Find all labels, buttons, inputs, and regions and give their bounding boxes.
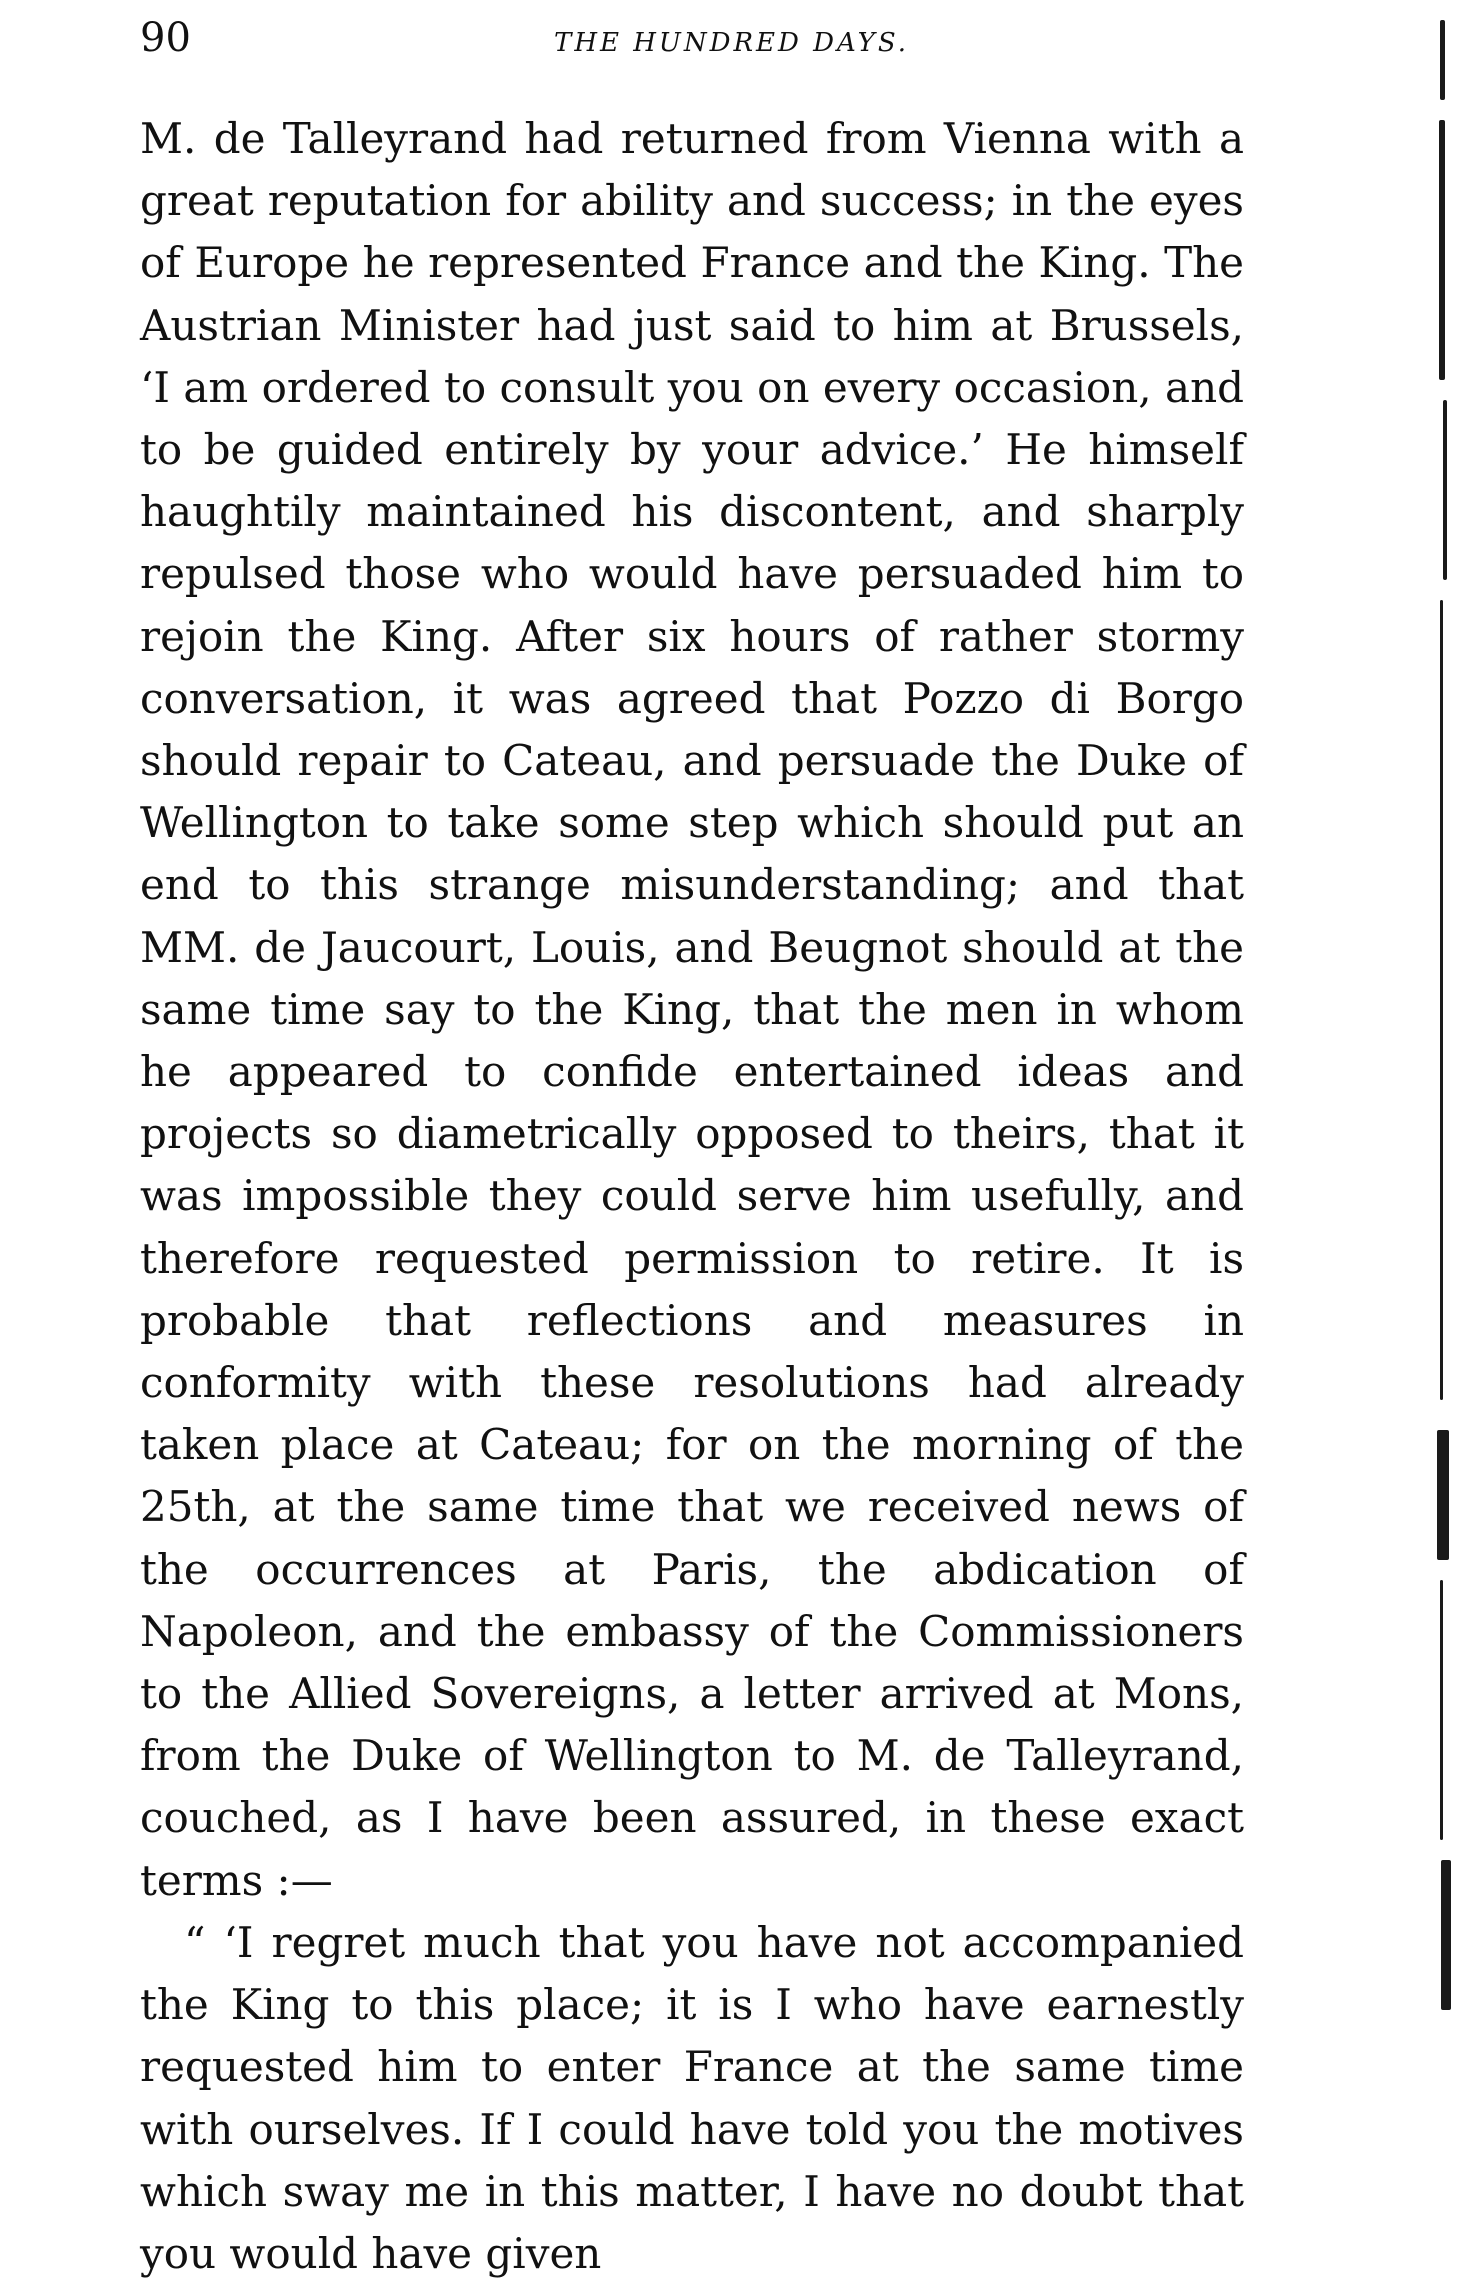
running-head: THE HUNDRED DAYS. bbox=[554, 28, 909, 58]
paragraph: M. de Talleyrand had returned from Vienna with a great reputation for ability and success; in the eyes of Europe he represented France and the King. The Austrian Minister had just said to him at Brussels, ‘I am ordered to consult you on every occasion, and to be guided entirely by your advice.’ He himself haughtily maintained his discontent, and sharply repulsed those who would have persuaded him to rejoin the King. After six hours of rather stormy conversation, it was agreed that Pozzo di Borgo should repair to Cateau, and persuade the Duke of Wellington to take some step which should put an end to this strange misunderstanding; and that MM. de Jaucourt, Louis, and Beugnot should at the same time say to the King, that the men in whom he appeared to confide entertained ideas and projects so diametrically opposed to theirs, that it was impossible they could serve him usefully, and therefore requested permission to retire. It is probable that reflections and measures in conformity with these resolutions had already taken place at Cateau; for on the morning of the 25th, at the same time that we received news of the occurrences at Paris, the abdication of Napoleon, and the embassy of the Commissioners to the Allied Sovereigns, a letter arrived at Mons, from the Duke of Wellington to M. de Talleyrand, couched, as I have been assured, in these exact terms :— bbox=[140, 114, 1244, 1905]
paragraph: “ ‘I regret much that you have not accompanied the King to this place; it is I who have earnestly requested him to enter France at the same time with ourselves. If I could have told you the motives which sway me in this matter, I have no doubt that you would have given bbox=[140, 1917, 1244, 2278]
body-text bbox=[140, 108, 1244, 2285]
binding-shadow bbox=[1427, 0, 1463, 2143]
page-number: 90 bbox=[140, 15, 191, 61]
